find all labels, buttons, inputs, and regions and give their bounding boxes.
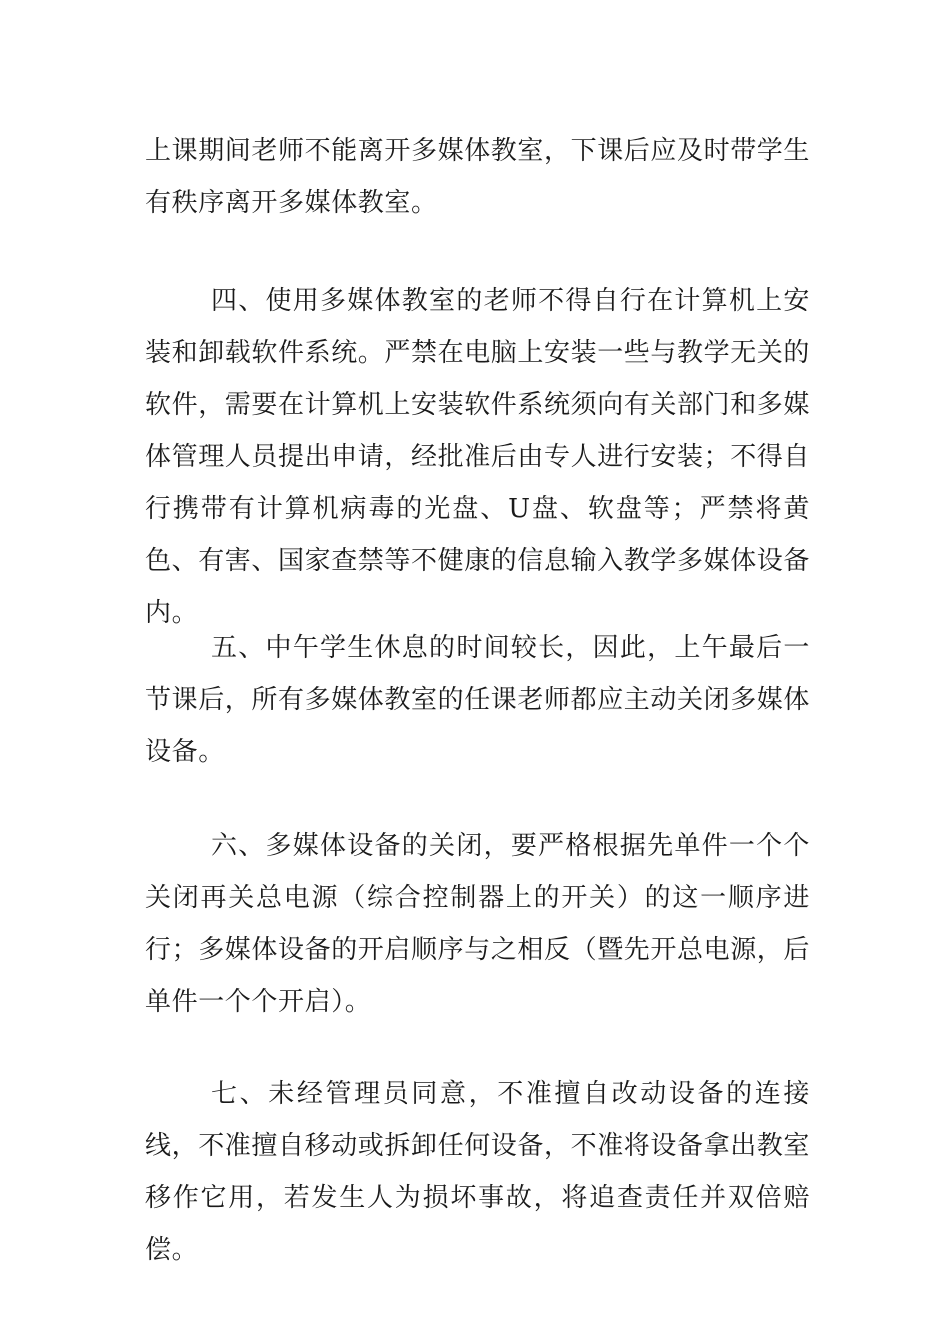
paragraph-rule-6: 六、多媒体设备的关闭，要严格根据先单件一个个关闭再关总电源（综合控制器上的开关）的这一顺序进行；多媒体设备的开启顺序与之相反（暨先开总电源，后单件一个个开启）。 — [145, 831, 811, 1017]
paragraph-rule-5: 五、中午学生休息的时间较长，因此，上午最后一节课后，所有多媒体教室的任课老师都应主动关闭多媒体设备。 — [145, 633, 811, 767]
paragraph-continuation: 上课期间老师不能离开多媒体教室，下课后应及时带学生有秩序离开多媒体教室。 — [145, 136, 811, 218]
paragraph-rule-7: 七、未经管理员同意，不准擅自改动设备的连接线，不准擅自移动或拆卸任何设备，不准将设备拿出教室移作它用，若发生人为损坏事故，将追查责任并双倍赔偿。 — [145, 1079, 811, 1265]
paragraph-rule-4: 四、使用多媒体教室的老师不得自行在计算机上安装和卸载软件系统。严禁在电脑上安装一些与教学无关的软件，需要在计算机上安装软件系统须向有关部门和多媒体管理人员提出申请，经批准后由专人进行安装；不得自行携带有计算机病毒的光盘、U盘、软盘等；严禁将黄色、有害、国家查禁等不健康的信息输入教学多媒体设备内。 — [145, 286, 811, 628]
